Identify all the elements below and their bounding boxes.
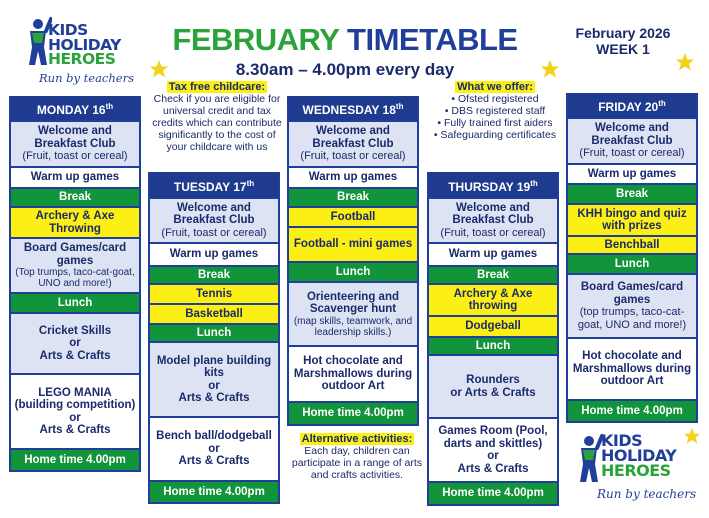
activity-cell: Tennis	[150, 283, 278, 303]
activity-cell: Football - mini games	[289, 226, 417, 261]
lunch-cell: Lunch	[150, 323, 278, 341]
alternative-heading: Alternative activities:	[301, 433, 413, 445]
warmup-cell: Warm up games	[11, 166, 139, 187]
offer-item: • Ofsted registered	[451, 93, 539, 105]
kids-holiday-heroes-logo	[26, 15, 146, 85]
afternoon-cell: Model plane building kits or Arts & Crafts	[150, 341, 278, 416]
home-time-cell: Home time 4.00pm	[289, 401, 417, 424]
week-label: February 2026 WEEK 1	[575, 25, 671, 57]
logo-wordmark: KIDS HOLIDAY HEROES	[601, 431, 677, 481]
lunch-cell: Lunch	[429, 336, 557, 354]
afternoon-cell: Cricket Skills or Arts & Crafts	[11, 312, 139, 373]
day-header: THURSDAY 19th	[429, 172, 557, 197]
day-column-friday	[566, 93, 698, 423]
activity-cell: Archery & Axe Throwing	[11, 206, 139, 237]
break-cell: Break	[568, 183, 696, 203]
break-cell: Break	[11, 187, 139, 206]
afternoon-cell: Bench ball/dodgeball or Arts & Crafts	[150, 416, 278, 480]
activity-cell: KHH bingo and quiz with prizes	[568, 203, 696, 235]
activity-cell: Football	[289, 206, 417, 226]
warmup-cell: Warm up games	[289, 166, 417, 187]
warmup-cell: Warm up games	[429, 242, 557, 265]
logo-wordmark: KIDS HOLIDAY HEROES	[48, 21, 121, 69]
warmup-cell: Warm up games	[568, 163, 696, 183]
breakfast-club-cell: Welcome and Breakfast Club (Fruit, toast or cereal)	[568, 117, 696, 163]
star-icon	[540, 59, 560, 79]
alternative-body: Each day, children can participate in a range of arts and crafts activities.	[291, 445, 423, 481]
breakfast-club-cell: Welcome and Breakfast Club (Fruit, toast or cereal)	[289, 120, 417, 166]
afternoon-cell: Rounders or Arts & Crafts	[429, 354, 557, 417]
logo-tagline: Run by teachers	[597, 487, 697, 501]
break-cell: Break	[429, 265, 557, 283]
tax-free-heading: Tax free childcare:	[168, 81, 266, 93]
day-header: FRIDAY 20th	[568, 93, 696, 117]
home-time-cell: Home time 4.00pm	[429, 481, 557, 504]
star-icon	[149, 59, 169, 79]
lunch-cell: Lunch	[11, 292, 139, 312]
afternoon-cell: Hot chocolate and Marshmallows during outdoor Art	[568, 337, 696, 399]
day-column-monday	[9, 96, 141, 472]
afternoon-cell: Games Room (Pool, darts and skittles) or Arts & Crafts	[429, 417, 557, 481]
offer-item: • DBS registered staff	[444, 105, 546, 117]
warmup-cell: Warm up games	[150, 242, 278, 265]
day-column-wednesday	[287, 96, 419, 426]
alternative-activities-info	[290, 433, 424, 481]
tax-free-body: Check if you are eligible for universal credit and tax credits which can contribute significantly to the cost of your childcare with us	[152, 93, 282, 153]
page-title: FEBRUARY TIMETABLE	[172, 22, 518, 57]
activity-cell: Basketball	[150, 303, 278, 323]
offer-item: • Fully trained first aiders	[437, 117, 553, 129]
afternoon-cell: Hot chocolate and Marshmallows during outdoor Art	[289, 345, 417, 401]
activity-cell: Board Games/card games (Top trumps, taco-cat-goat, UNO and more!)	[11, 237, 139, 292]
tax-free-childcare-info	[150, 81, 284, 153]
breakfast-club-cell: Welcome and Breakfast Club (Fruit, toast or cereal)	[11, 120, 139, 166]
day-column-thursday	[427, 172, 559, 506]
break-cell: Break	[150, 265, 278, 283]
afternoon-cell: Orienteering and Scavenger hunt (map skills, teamwork, and leadership skills.)	[289, 281, 417, 345]
lunch-cell: Lunch	[289, 261, 417, 281]
afternoon-cell: Board Games/card games (top trumps, taco-cat-goat, UNO and more!)	[568, 273, 696, 337]
home-time-cell: Home time 4.00pm	[568, 399, 696, 421]
opening-hours: 8.30am – 4.00pm every day	[235, 60, 455, 79]
logo-tagline: Run by teachers	[39, 71, 134, 85]
day-header: MONDAY 16th	[11, 96, 139, 120]
kids-holiday-heroes-logo	[577, 427, 702, 502]
activity-cell: Archery & Axe throwing	[429, 283, 557, 315]
home-time-cell: Home time 4.00pm	[11, 448, 139, 470]
offer-heading: What we offer:	[457, 81, 533, 93]
day-column-tuesday	[148, 172, 280, 504]
offer-item: • Safeguarding certificates	[433, 129, 557, 141]
activity-cell: Dodgeball	[429, 315, 557, 336]
what-we-offer-info	[428, 81, 562, 141]
day-header: WEDNESDAY 18th	[289, 96, 417, 120]
lunch-cell: Lunch	[568, 253, 696, 273]
hero-figure-icon	[577, 433, 603, 485]
breakfast-club-cell: Welcome and Breakfast Club (Fruit, toast or cereal)	[429, 197, 557, 242]
afternoon-cell: LEGO MANIA (building competition) or Arts & Crafts	[11, 373, 139, 448]
break-cell: Break	[289, 187, 417, 206]
day-header: TUESDAY 17th	[150, 172, 278, 197]
breakfast-club-cell: Welcome and Breakfast Club (Fruit, toast or cereal)	[150, 197, 278, 242]
activity-cell: Benchball	[568, 235, 696, 253]
home-time-cell: Home time 4.00pm	[150, 480, 278, 502]
